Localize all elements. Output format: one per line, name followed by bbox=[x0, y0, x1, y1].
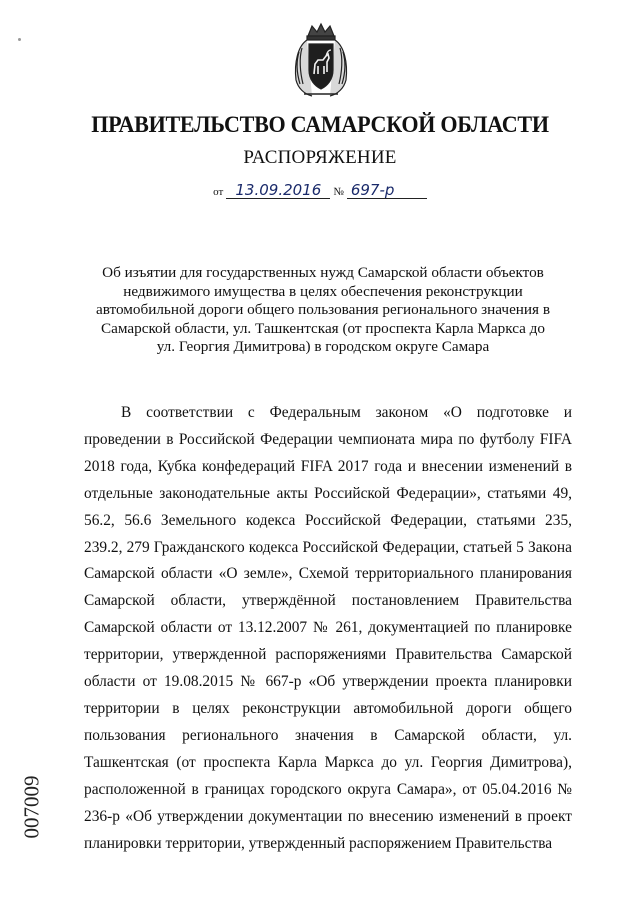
document-subject: Об изъятии для государственных нужд Самарской области объектов недвижимого имущества в целях обеспечения реконструкции автомобильной дороги общего пользования регионального значения в Самарской области, ул. Ташкентская (от проспекта Карла Маркса до ул. Георгия Димитрова) в городском округе Самара bbox=[95, 264, 551, 356]
body-paragraph: В соответствии с Федеральным законом «О подготовке и проведении в Российской Федерации чемпионата мира по футболу FIFA 2018 года, Кубка конфедераций FIFA 2017 года и внесении изменений в отдельные законодательные акты Российской Федерации», статьями 49, 56.2, 56.6 Земельного кодекса Российской Федерации, статьями 235, 239.2, 279 Гражданского кодекса Российской Федерации, статьей 5 Закона Самарской области «О земле», Схемой территориального планирования Самарской области, утверждённой постановлением Правительства Самарской области от 13.12.2007 № 261, документацией по планировке территории, утвержденной распоряжениями Правительства Самарской области от 19.08.2015 № 667-р «Об утверждении проекта планировки территории в целях реконструкции автомобильной дороги общего пользования регионального значения в Самарской области, ул. Ташкентская (от проспекта Карла Маркса до ул. Георгия Димитрова), расположенной в границах городского округа Самара», от 05.04.2016 № 236-р «Об утверждении документации по внесению изменений в проект планировки территории, утвержденный распоряжением Правительства bbox=[84, 404, 572, 852]
date-number-line bbox=[0, 182, 640, 199]
government-title: ПРАВИТЕЛЬСТВО САМАРСКОЙ ОБЛАСТИ bbox=[91, 112, 549, 137]
date-label: от bbox=[213, 186, 224, 198]
document-type: РАСПОРЯЖЕНИЕ bbox=[243, 147, 397, 168]
side-registration-number bbox=[12, 775, 52, 839]
side-number-text: 007009 bbox=[19, 775, 44, 839]
number-value: 697-р bbox=[347, 182, 427, 199]
samara-coat-of-arms-icon bbox=[290, 22, 352, 100]
number-label: № bbox=[333, 186, 344, 198]
scan-speck bbox=[18, 38, 21, 41]
date-value: 13.09.2016 bbox=[226, 182, 330, 199]
